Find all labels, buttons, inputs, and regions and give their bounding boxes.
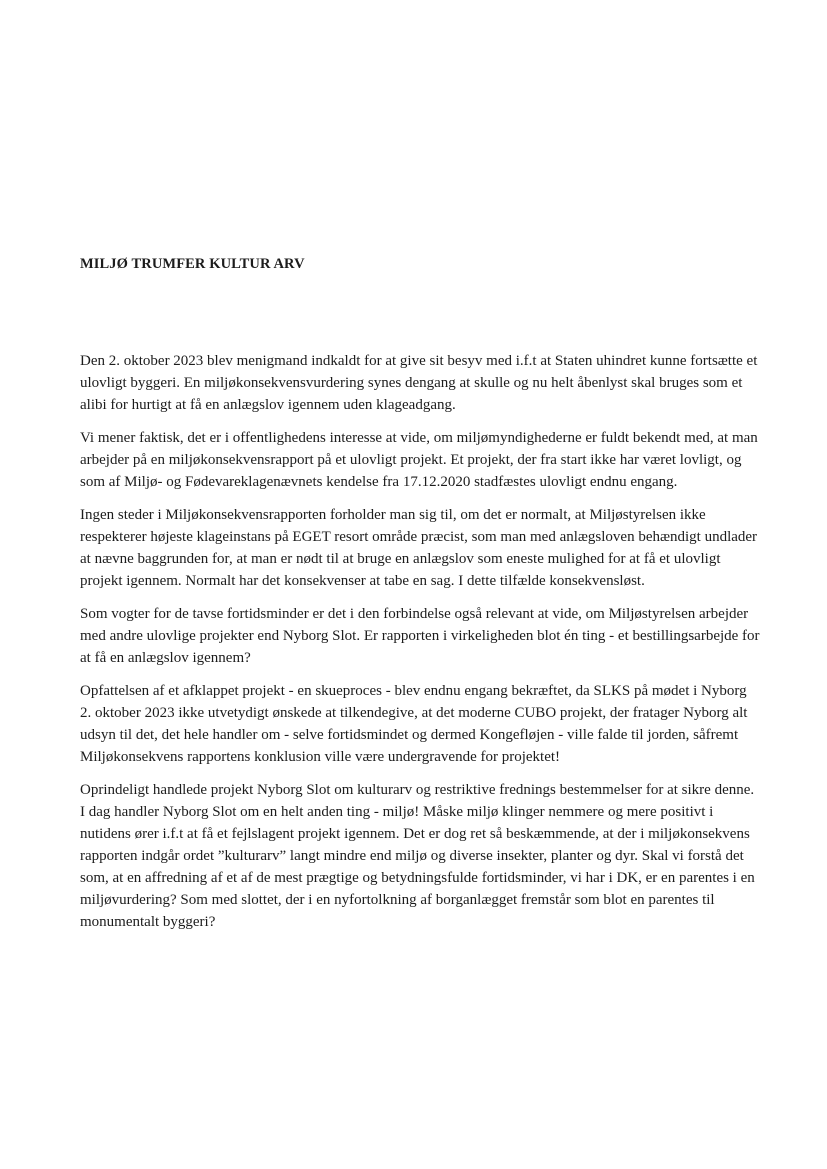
document-title: MILJØ TRUMFER KULTUR ARV [80, 256, 305, 272]
paragraph-5: Opfattelsen af et afklappet projekt - en skueproces - blev endnu engang bekræftet, da SLKS på mødet i Nyborg 2. oktober 2023 ikke utvetydigt ønskede at tilkendegive, at det moderne CUBO projekt, der fratager Nyborg alt udsyn til det, det hele handler om - selve fortidsmindet og dermed Kongefløjen - ville falde til jorden, såfremt Miljøkonsekvens rapportens konklusion ville være undergravende for projektet! [80, 683, 748, 765]
paragraph-6: Oprindeligt handlede projekt Nyborg Slot om kulturarv og restriktive frednings bestemmelser for at sikre denne. I dag handler Nyborg Slot om en helt anden ting - miljø! Måske miljø klinger nemmere og mere positivt i nutidens ører i.f.t at få et fejlslagent projekt igennem. Det er dog ret så beskæmmende, at der i miljøkonsekvens rapporten indgår ordet ”kulturarv” langt mindre end miljø og diverse insekter, planter og dyr. Skal vi forstå det som, at en affredning af et af de mest prægtige og betydningsfulde fortidsminder, vi har i DK, er en parentes i en miljøvurdering? Som med slottet, der i en nyfortolkning af borganlægget fremstår som blot en parentes til monumentalt byggeri? [80, 782, 755, 930]
paragraph-2: Vi mener faktisk, det er i offentlighedens interesse at vide, om miljømyndighederne er fuldt bekendt med, at man arbejder på en miljøkonsekvensrapport på et ulovligt projekt. Et projekt, der fra start ikke har været lovligt, og som af Miljø- og Fødevareklagenævnets kendelse fra 17.12.2020 stadfæstes ulovligt endnu engang. [80, 430, 758, 490]
document-body [80, 253, 760, 944]
paragraph-3: Ingen steder i Miljøkonsekvensrapporten forholder man sig til, om det er normalt, at Miljøstyrelsen ikke respekterer højeste klageinstans på EGET resort område præcist, som man med anlægsloven behændigt undlader at nævne baggrunden for, at man er nødt til at bruge en anlægslov som eneste mulighed for at få et ulovligt projekt igennem. Normalt har det konsekvenser at tabe en sag. I dette tilfælde konsekvensløst. [80, 507, 758, 589]
paragraph-4: Som vogter for de tavse fortidsminder er det i den forbindelse også relevant at vide, om Miljøstyrelsen arbejder med andre ulovlige projekter end Nyborg Slot. Er rapporten i virkeligheden blot én ting - et bestillingsarbejde for at få en anlægslov igennem? [80, 606, 760, 666]
paragraph-1: Den 2. oktober 2023 blev menigmand indkaldt for at give sit besyv med i.f.t at Staten uhindret kunne fortsætte et ulovligt byggeri. En miljøkonsekvensvurdering synes dengang at skulle og nu helt åbenlyst skal bruges som et alibi for hurtigt at få en anlægslov igennem uden klageadgang. [80, 353, 758, 413]
